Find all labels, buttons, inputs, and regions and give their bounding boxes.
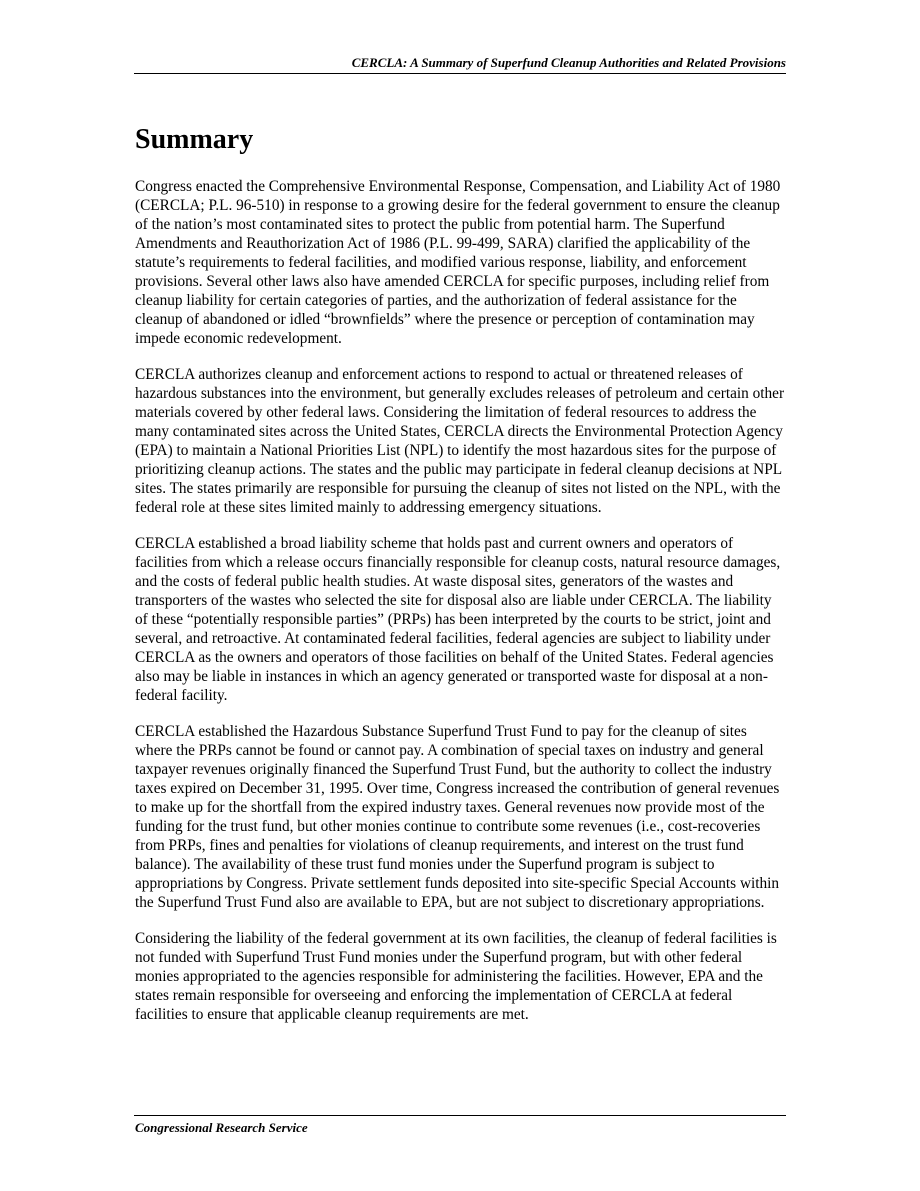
paragraph-1: Congress enacted the Comprehensive Environmental Response, Compensation, and Liability Act of 1980 (CERCLA; P.L. 96-510) in response to a growing desire for the federal government to ensure the cleanup of the nation’s most contaminated sites to protect the public from potential harm. The Superfund Amendments and Reauthorization Act of 1986 (P.L. 99-499, SARA) clarified the applicability of the statute’s requirements to federal facilities, and modified various response, liability, and enforcement provisions. Several other laws also have amended CERCLA for specific purposes, including relief from cleanup liability for certain categories of parties, and the authorization of federal assistance for the cleanup of abandoned or idled “brownfields” where the presence or perception of contamination may impede economic redevelopment. [135, 178, 781, 347]
paragraph-4: CERCLA established the Hazardous Substance Superfund Trust Fund to pay for the cleanup of sites where the PRPs cannot be found or cannot pay. A combination of special taxes on industry and general taxpayer revenues originally financed the Superfund Trust Fund, but the authority to collect the industry taxes expired on December 31, 1995. Over time, Congress increased the contribution of general revenues to make up for the shortfall from the expired industry taxes. General revenues now provide most of the funding for the trust fund, but other monies continue to contribute some revenues (i.e., cost-recoveries from PRPs, fines and penalties for violations of cleanup requirements, and interest on the trust fund balance). The availability of these trust fund monies under the Superfund program is subject to appropriations by Congress. Private settlement funds deposited into site-specific Special Accounts within the Superfund Trust Fund also are available to EPA, but are not subject to discretionary appropriations. [135, 723, 780, 911]
section-title: Summary [135, 124, 254, 155]
paragraph-2: CERCLA authorizes cleanup and enforcement actions to respond to actual or threatened releases of hazardous substances into the environment, but generally excludes releases of petroleum and certain other materials covered by other federal laws. Considering the limitation of federal resources to address the many contaminated sites across the United States, CERCLA directs the Environmental Protection Agency (EPA) to maintain a National Priorities List (NPL) to identify the most hazardous sites for the purpose of prioritizing cleanup actions. The states and the public may participate in federal cleanup decisions at NPL sites. The states primarily are responsible for pursuing the cleanup of sites not listed on the NPL, with the federal role at these sites limited mainly to addressing emergency situations. [135, 366, 785, 516]
header-divider [134, 73, 786, 74]
summary-body [135, 177, 787, 1041]
paragraph-3: CERCLA established a broad liability scheme that holds past and current owners and operators of facilities from which a release occurs financially responsible for cleanup costs, natural resource damages, and the costs of federal public health studies. At waste disposal sites, generators of the wastes and transporters of the wastes who selected the site for disposal also are liable under CERCLA. The liability of these “potentially responsible parties” (PRPs) has been interpreted by the courts to be strict, joint and several, and retroactive. At contaminated federal facilities, federal agencies are subject to liability under CERCLA as the owners and operators of those facilities on behalf of the United States. Federal agencies also may be liable in instances in which an agency generated or transported waste for disposal at a non-federal facility. [135, 535, 781, 704]
paragraph-5: Considering the liability of the federal government at its own facilities, the cleanup of federal facilities is not funded with Superfund Trust Fund monies under the Superfund program, but with other federal monies appropriated to the agencies responsible for administering the facilities. However, EPA and the states remain responsible for overseeing and enforcing the implementation of CERCLA at federal facilities to ensure that applicable cleanup requirements are met. [135, 930, 777, 1023]
running-footer: Congressional Research Service [135, 1120, 308, 1135]
running-header: CERCLA: A Summary of Superfund Cleanup Authorities and Related Provisions [351, 55, 786, 70]
footer-divider [134, 1115, 786, 1116]
